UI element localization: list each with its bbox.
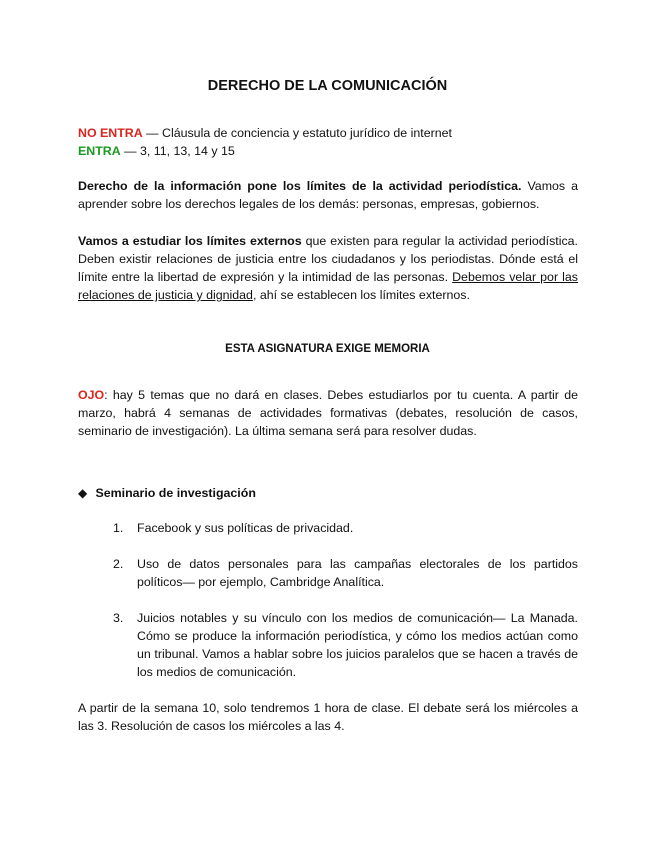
final-paragraph: A partir de la semana 10, solo tendremos 1 hora de clase. El debate será los miércoles a las 3. Resolución de casos los miércoles a las 4. [78,701,578,733]
paragraph-external-limits-bold: Vamos a estudiar los límites externos [78,234,302,248]
ojo-text: : hay 5 temas que no dará en clases. Debes estudiarlos por tu cuenta. A partir de marzo, habrá 4 semanas de actividades formativas (debates, resolución de casos, seminario de investigación). La última semana será para resolver dudas. [78,388,578,438]
list-item-number: 2. [113,557,124,571]
seminar-list-item [110,519,578,537]
list-item-text: Uso de datos personales para las campañas electorales de los partidos políticos— por ejemplo, Cambridge Analítica. [137,557,578,589]
seminar-heading [78,484,578,502]
memory-heading: ESTA ASIGNATURA EXIGE MEMORIA [225,343,430,355]
list-item-number: 3. [113,611,124,625]
list-item-text: Facebook y sus políticas de privacidad. [137,521,354,535]
ojo-paragraph [78,386,578,440]
document-title: DERECHO DE LA COMUNICACIÓN [207,78,448,94]
seminar-list-item [110,609,578,681]
entra-label: ENTRA [78,144,121,158]
seminar-heading-label: Seminario de investigación [95,486,256,500]
ojo-label: OJO [78,388,105,402]
entra-text: — 3, 11, 13, 14 y 15 [120,144,235,158]
seminar-list-item [110,555,578,591]
paragraph-external-limits-text: que existen para regular la actividad periodística. Deben existir relaciones de justicia entre los ciudadanos y los periodistas. Dónde está el límite entre la libertad de expresión y la intimidad de las personas. [78,234,578,284]
paragraph-information-law-bold: Derecho de la información pone los límites de la actividad periodística. [78,179,522,193]
paragraph-external-limits [78,232,578,304]
paragraph-information-law-text: Vamos a aprender sobre los derechos legales de los demás: personas, empresas, gobiernos. [78,179,578,211]
no-entra-text: — Cláusula de conciencia y estatuto jurídico de internet [142,126,452,140]
list-item-text: Juicios notables y su vínculo con los medios de comunicación— La Manada. Cómo se produce la información periodística, y cómo los medios actúan como un tribunal. Vamos a hablar sobre los juicios paralelos que se hacen a través de los medios de comunicación. [137,611,578,679]
diamond-bullet-icon: ◆ [78,486,88,500]
paragraph-external-limits-underline: Debemos velar por las relaciones de justicia y dignidad [78,270,578,302]
paragraph-external-limits-tail: , ahí se establecen los límites externos. [252,288,470,302]
paragraph-information-law [78,177,578,213]
no-entra-label: NO ENTRA [78,126,143,140]
list-item-number: 1. [113,521,124,535]
no-entra-line [78,124,578,142]
entra-line [78,142,578,160]
